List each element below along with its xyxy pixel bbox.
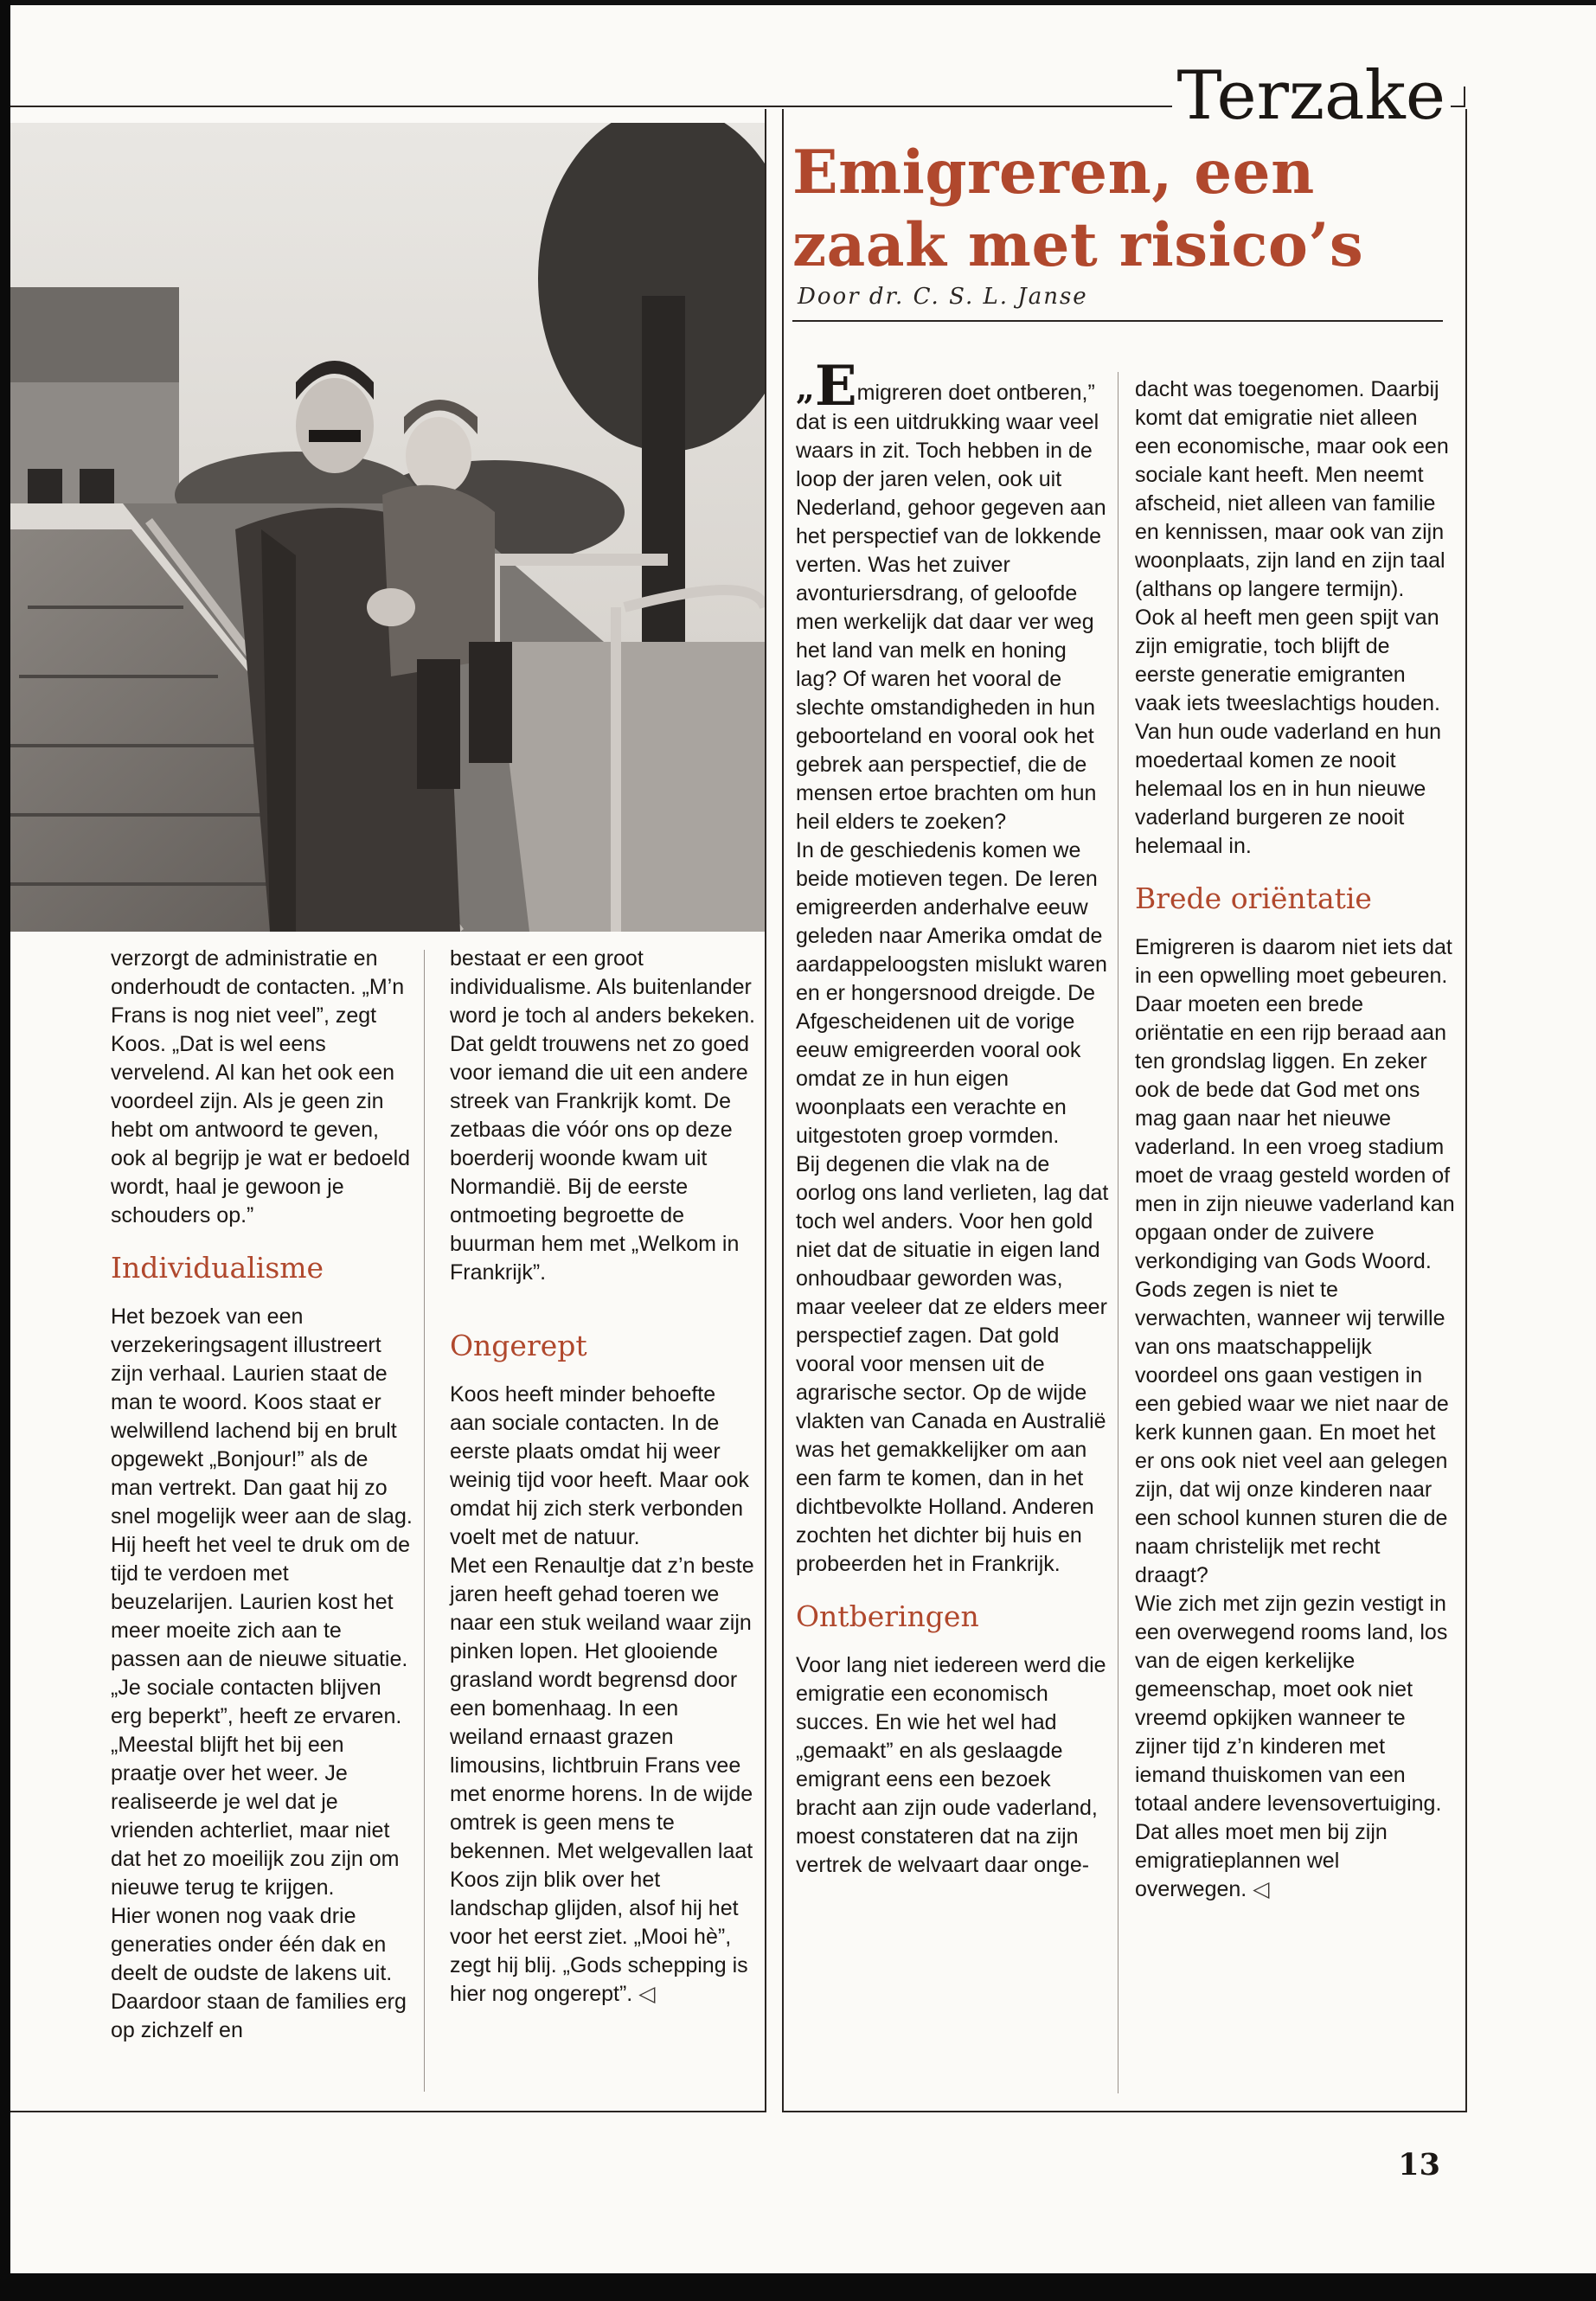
scan-edge-bottom — [0, 2273, 1596, 2301]
header-rule-right-stub — [1464, 87, 1465, 107]
paragraph-opening — [796, 354, 1109, 836]
article-byline: Door dr. C. S. L. Janse — [798, 284, 1088, 310]
page-number: 13 — [1398, 2147, 1440, 2182]
paragraph: dacht was toegenomen. Daarbij komt dat emigratie niet alleen een economische, maar ook een sociale kant heeft. Men neemt afscheid, niet alleen van familie en kennissen, maar ook van zijn woonplaats, zijn land en zijn taal (althans op langere termijn). — [1135, 377, 1449, 601]
paragraph — [450, 1552, 757, 2009]
left-column-2 — [450, 945, 757, 2009]
column-divider-left — [424, 950, 425, 2092]
opening-quote: „ — [796, 369, 815, 407]
scan-edge-top — [0, 0, 1596, 5]
drop-cap: E — [814, 354, 857, 419]
right-box-left-border — [782, 109, 784, 2112]
paragraph: verzorgt de administratie en onderhoudt de contacten. „M’n Frans is nog niet veel”, zegt Koos. „Dat is wel eens vervelend. Al kan het ook een voordeel zijn. Als je geen zin hebt om antwoord te geven, ook al begrijp je wat er bedoeld wordt, haal je gewoon je schouders op.” — [111, 946, 411, 1227]
end-mark-icon: ◁ — [638, 1982, 656, 2006]
paragraph: Hier wonen nog vaak drie generaties onder één dak en deelt de oudste de lakens uit. Daardoor staan de families erg op zichzelf en — [111, 1904, 407, 2042]
end-mark-icon: ◁ — [1253, 1877, 1270, 1901]
paragraph: bestaat er een groot individualisme. Als buitenlander word je toch al anders bekeken. Dat geldt trouwens net zo goed voor iemand die uit een andere streek van Frankrijk komt. De zetbaas die vóór ons op deze boerderij woonde kwam uit Normandië. Bij de eerste ontmoeting begroette de buurman hem met „Welkom in Frankrijk”. — [450, 946, 755, 1285]
paragraph-text: migreren doet ontberen,” dat is een uitdrukking waar veel waars in zit. Toch hebben in de loop der jaren velen, ook uit Nederland, gehoor gegeven aan het perspectief van de lokkende verten. Was het zuiver avonturiersdrang, of geloofde men werkelijk dat daar ver weg het land van melk en honing lag? Of waren het vooral de slechte omstandigheden in hun geboorteland en vooral ook het gebrek aan perspectief, die de mensen ertoe brachten om hun heil elders te zoeken? — [796, 381, 1106, 834]
subheading-individualisme: Individualisme — [111, 1251, 324, 1285]
paragraph — [1135, 1590, 1455, 1904]
paragraph: Voor lang niet iedereen werd die emigratie een economisch succes. En wie het wel had „gemaakt” en als geslaagde emigrant eens een bezoek bracht aan zijn oude vaderland, moest constateren dat na zijn vertrek de welvaart daar onge- — [796, 1653, 1106, 1877]
paragraph: Het bezoek van een verzekeringsagent illustreert zijn verhaal. Laurien staat de man te woord. Koos staat er welwillend lachend bij en brult opgewekt „Bonjour!” als de man vertrekt. Dan gaat hij zo snel mogelijk weer aan de slag. Hij heeft het veel te druk om de tijd te verdoen met beuzelarijen. Laurien kost het meer moeite zich aan te passen aan de nieuwe situatie. „Je sociale contacten blijven erg beperkt”, heeft ze ervaren. „Meestal blijft het bij een praatje over het weer. Je realiseerde je wel dat je vrienden achterliet, maar niet dat het zo moeilijk zou zijn om nieuwe terug te krijgen. — [111, 1304, 413, 1900]
paragraph: In de geschiedenis komen we beide motieven tegen. De Ieren emigreerden anderhalve eeuw geleden naar Amerika omdat de aardappeloogsten mislukt waren en er hongersnood dreigde. De Afgescheidenen uit de vorige eeuw emigreerden vooral ook omdat ze in hun eigen woonplaats een verachte en uitgestoten groep vormden. — [796, 838, 1107, 1148]
paragraph: Koos heeft minder behoefte aan sociale contacten. In de eerste plaats omdat hij weer weinig tijd voor heeft. Maar ook omdat hij zich sterk verbonden voelt met de natuur. — [450, 1382, 750, 1549]
right-box-bottom-border — [782, 2111, 1467, 2112]
subheading-brede-orientatie: Brede oriëntatie — [1135, 881, 1372, 915]
left-box-right-border — [765, 109, 766, 2112]
paragraph-text: Met een Renaultje dat z’n beste jaren heeft gehad toeren we naar een stuk weiland waar zijn pinken lopen. Het glooiende grasland wordt begrensd door een bomenhaag. In een weiland ernaast grazen limousins, lichtbruin Frans vee met enorme horens. In de wijde omtrek is geen mens te bekennen. Met welgevallen laat Koos zijn blik over het landschap glijden, alsof hij het voor het eerst ziet. „Mooi hè”, zegt hij blij. „Gods schepping is hier nog ongerept”. — [450, 1554, 754, 2006]
photo-man-with-child — [10, 123, 765, 932]
byline-rule — [792, 320, 1443, 322]
left-box-bottom-border — [10, 2111, 766, 2112]
right-column-1 — [796, 354, 1109, 1880]
right-box-right-border — [1465, 109, 1467, 2112]
right-column-2 — [1135, 375, 1455, 1904]
section-label: Terzake — [1172, 59, 1451, 133]
paragraph-text: Wie zich met zijn gezin vestigt in een overwegend rooms land, los van de eigen kerkelijke gemeenschap, moet ook niet vreemd opkijken wanneer te zijner tijd z’n kinderen met iemand thuiskomen van een totaal andere levensovertuiging. Dat alles moet men bij zijn emigratieplannen wel overwegen. — [1135, 1592, 1448, 1901]
paragraph: Emigreren is daarom niet iets dat in een opwelling moet gebeuren. Daar moeten een brede oriëntatie en een rijp beraad aan ten grondslag liggen. En zeker ook de bede dat God met ons mag gaan naar het nieuwe vaderland. In een vroeg stadium moet de vraag gesteld worden of men in zijn nieuwe vaderland kan opgaan onder de zuivere verkondiging van Gods Woord. — [1135, 935, 1455, 1273]
left-column-1 — [111, 945, 415, 2045]
paragraph: Bij degenen die vlak na de oorlog ons land verlieten, lag dat toch wel anders. Voor hen gold niet dat de situatie in eigen land onhoudbaar geworden was, maar veeleer dat ze elders meer perspectief zagen. Dat gold vooral voor mensen uit de agrarische sector. Op de wijde vlakten van Canada en Australië was het gemakkelijker om aan een farm te komen, dan in het dichtbevolkte Holland. Anderen zochten het dichter bij huis en probeerden het in Frankrijk. — [796, 1152, 1109, 1576]
article-title: Emigreren, een zaak met risico’s — [792, 138, 1364, 280]
subheading-ontberingen: Ontberingen — [796, 1599, 979, 1633]
paragraph: Gods zegen is niet te verwachten, wanneer wij terwille van ons maatschappelijk voordeel ons gaan vestigen in een gebied waar we niet naar de kerk kunnen gaan. En moet het er ons ook niet veel aan gelegen zijn, dat wij onze kinderen naar een school kunnen sturen die de naam christelijk met recht draagt? — [1135, 1278, 1449, 1587]
paragraph: Ook al heeft men geen spijt van zijn emigratie, toch blijft de eerste generatie emigranten vaak iets tweeslachtigs houden. Van hun oude vaderland en hun moedertaal komen ze nooit helemaal los en in hun nieuwe vaderland burgeren ze nooit helemaal in. — [1135, 606, 1442, 858]
subheading-ongerept: Ongerept — [450, 1329, 587, 1362]
scan-edge-left — [0, 0, 10, 2301]
